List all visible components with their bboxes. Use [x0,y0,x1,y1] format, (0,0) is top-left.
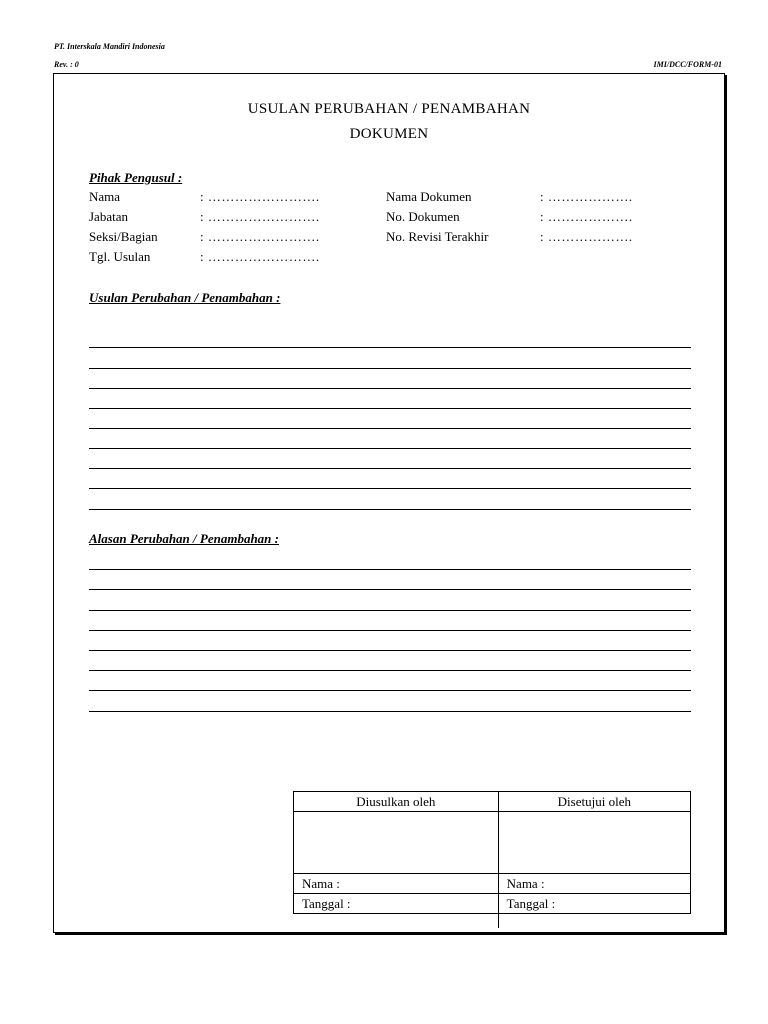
table-tail-left [294,914,499,929]
proposer-tanggal-label: Tanggal : [294,894,499,914]
usulan-writing-line[interactable] [89,428,691,429]
usulan-writing-line[interactable] [89,448,691,449]
company-name: PT. Interskala Mandiri Indonesia [54,42,165,51]
form-title-line2: DOKUMEN [349,126,429,142]
alasan-writing-line[interactable] [89,670,691,671]
alasan-writing-line[interactable] [89,589,691,590]
approver-signature-box[interactable] [498,812,690,874]
alasan-writing-line[interactable] [89,711,691,712]
proposer-nama-label: Nama : [294,874,499,894]
diusulkan-oleh-header: Diusulkan oleh [294,792,499,812]
proposer-signature-box[interactable] [294,812,499,874]
field-nama-dokumen-value[interactable]: : ………………. [540,189,633,204]
form-code: IMI/DCC/FORM-01 [653,60,722,69]
form-title-line1: USULAN PERUBAHAN / PENAMBAHAN [247,101,531,117]
alasan-heading: Alasan Perubahan / Penambahan : [89,531,279,546]
pihak-pengusul-heading: Pihak Pengusul : [89,170,183,185]
field-nama-value[interactable]: : ……………………. [200,189,320,204]
usulan-writing-line[interactable] [89,388,691,389]
usulan-writing-line[interactable] [89,488,691,489]
field-jabatan-value[interactable]: : ……………………. [200,209,320,224]
form-frame [53,73,725,933]
approver-tanggal-label: Tanggal : [498,894,690,914]
usulan-heading: Usulan Perubahan / Penambahan : [89,290,281,305]
field-tgl-usulan-label: Tgl. Usulan [89,249,151,264]
field-no-revisi-value[interactable]: : ………………. [540,229,633,244]
field-jabatan-label: Jabatan [89,209,128,224]
field-no-dokumen-value[interactable]: : ………………. [540,209,633,224]
field-seksi-value[interactable]: : ……………………. [200,229,320,244]
alasan-writing-line[interactable] [89,690,691,691]
approver-nama-label: Nama : [498,874,690,894]
alasan-writing-line[interactable] [89,650,691,651]
field-nama-dokumen-label: Nama Dokumen [386,189,472,204]
table-tail-right [498,914,690,929]
field-no-revisi-label: No. Revisi Terakhir [386,229,489,244]
usulan-writing-line[interactable] [89,468,691,469]
usulan-writing-line[interactable] [89,368,691,369]
usulan-writing-line[interactable] [89,509,691,510]
revision-label: Rev. : 0 [54,60,79,69]
alasan-writing-line[interactable] [89,610,691,611]
alasan-writing-line[interactable] [89,569,691,570]
field-nama-label: Nama [89,189,121,204]
field-seksi-label: Seksi/Bagian [89,229,158,244]
field-tgl-usulan-value[interactable]: : ……………………. [200,249,320,264]
usulan-writing-line[interactable] [89,408,691,409]
usulan-writing-line[interactable] [89,347,691,348]
disetujui-oleh-header: Disetujui oleh [498,792,690,812]
signature-table [293,791,691,928]
field-no-dokumen-label: No. Dokumen [386,209,460,224]
alasan-writing-line[interactable] [89,630,691,631]
